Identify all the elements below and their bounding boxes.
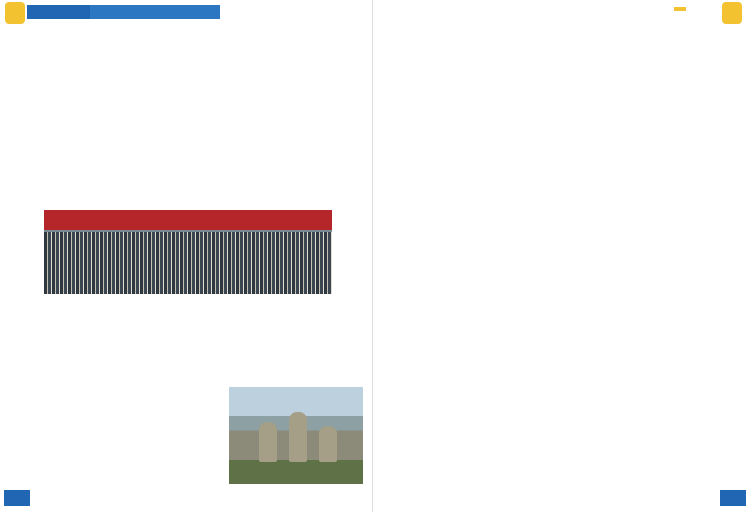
crowd-image (44, 232, 332, 294)
association-logo-icon (5, 2, 25, 24)
header-subtitle (90, 5, 220, 19)
rock-formation (319, 426, 337, 462)
page-number-badge (720, 490, 746, 506)
rock-formation (259, 422, 277, 462)
section-tag (674, 7, 686, 11)
header-title (27, 5, 91, 19)
conference-group-photo (44, 210, 332, 294)
association-logo-icon (722, 2, 742, 24)
scenic-group-photo (229, 387, 363, 484)
page-number-badge (4, 490, 30, 506)
rock-formation (289, 412, 307, 462)
right-page (378, 0, 750, 512)
left-page (0, 0, 373, 512)
